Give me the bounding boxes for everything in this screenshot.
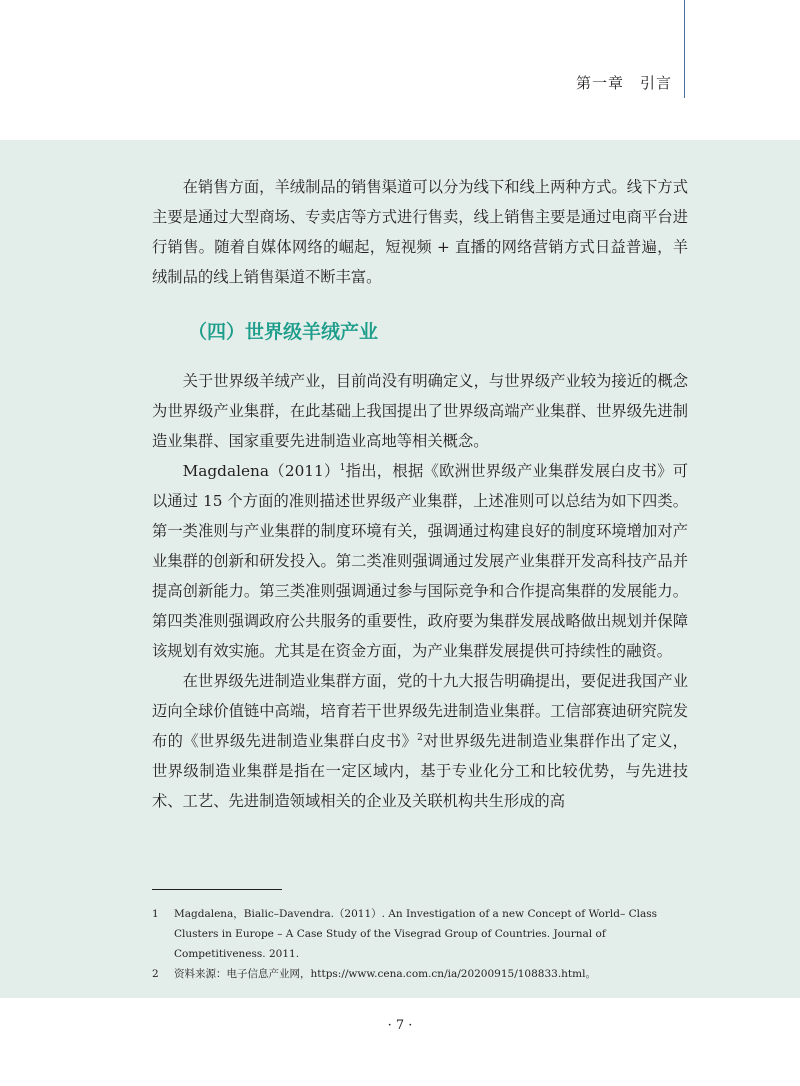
header-divider — [684, 0, 685, 98]
paragraph-advanced-manufacturing — [152, 666, 688, 816]
paragraph-sales-channels: 在销售方面，羊绒制品的销售渠道可以分为线下和线上两种方式。线下方式主要是通过大型商场、专卖店等方式进行售卖，线上销售主要是通过电商平台进行销售。随着自媒体网络的崛起，短视频 + 直播的网络营销方式日益普遍，羊绒制品的线上销售渠道不断丰富。 — [152, 178, 688, 286]
chapter-running-head: 第一章 引言 — [575, 74, 672, 92]
footnote-text: 资料来源：电子信息产业网，https://www.cena.com.cn/ia/20200915/108833.html。 — [174, 968, 596, 980]
footnote-number: 2 — [152, 968, 159, 980]
paragraph-magdalena-text: 指出，根据《欧洲世界级产业集群发展白皮书》可以通过 15 个方面的准则描述世界级产业集群，上述准则可以总结为如下四类。第一类准则与产业集群的制度环境有关，强调通过构建良好的制度环境增加对产业集群的创新和研发投入。第二类准则强调通过发展产业集群开发高科技产品并提高创新能力。第三类准则强调通过参与国际竞争和合作提高集群的发展能力。第四类准则强调政府公共服务的重要性，政府要为集群发展战略做出规划并保障该规划有效实施。尤其是在资金方面，为产业集群发展提供可持续性的融资。 — [152, 462, 688, 660]
paragraph-magdalena — [152, 456, 688, 666]
paragraph-advanced-text: 对世界级先进制造业集群作出了定义，世界级制造业集群是指在一定区域内，基于专业化分工和比较优势，与先进技术、工艺、先进制造领域相关的企业及关联机构共生形成的高 — [152, 732, 688, 810]
footnote-item — [152, 964, 692, 984]
paragraph-world-class-intro: 关于世界级羊绒产业，目前尚没有明确定义，与世界级产业较为接近的概念为世界级产业集群，在此基础上我国提出了世界级高端产业集群、世界级先进制造业集群、国家重要先进制造业高地等相关概念。 — [152, 372, 688, 450]
footnote-text: Magdalena，Bialic–Davendra.（2011）. An Investigation of a new Concept of World– Class Clusters in Europe – A Case Study of the Visegrad Group of Countries. Journal of Competitiveness. 2011. — [174, 908, 657, 960]
footnote-divider — [152, 889, 282, 890]
paragraph-advanced-lead: 在世界级先进制造业集群方面，党的十九大报告明确提出，要促进我国产业迈向全球价值链中高端，培育若干世界级先进制造业集群。工信部赛迪研究院发布的《世界级先进制造业集群白皮书》 — [152, 672, 688, 750]
footnote-ref-2[interactable]: 2 — [417, 732, 423, 743]
body-text — [152, 172, 688, 816]
footnotes — [152, 904, 692, 984]
footnote-ref-1[interactable]: 1 — [339, 462, 346, 473]
footnote-item — [152, 904, 692, 964]
section-heading: （四）世界级羊绒产业 — [188, 321, 379, 343]
footnote-number: 1 — [152, 908, 159, 920]
citation-author: Magdalena（2011） — [182, 462, 340, 480]
page-number: · 7 · — [387, 1018, 413, 1033]
